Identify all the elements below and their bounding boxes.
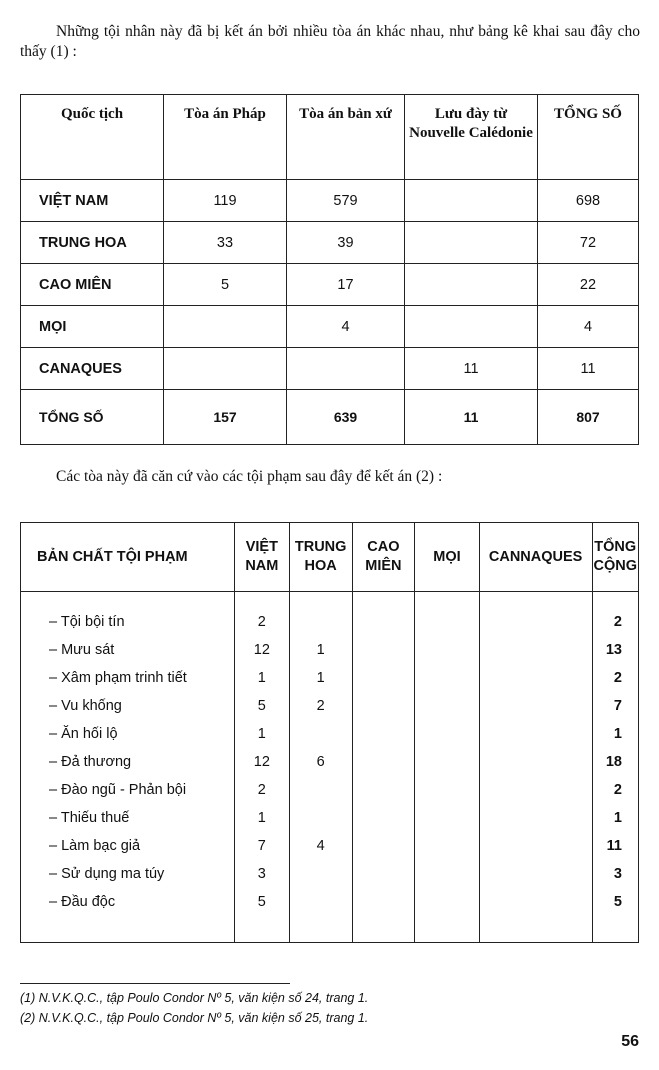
table-cell	[415, 832, 479, 860]
nationality-label: CANAQUES	[21, 348, 164, 390]
table-cell	[352, 692, 415, 720]
spacer-cell	[415, 916, 479, 943]
table-row	[21, 180, 639, 222]
table-cell	[415, 888, 479, 916]
row-total-cell: 3	[592, 860, 639, 888]
table-cell	[289, 804, 352, 832]
spacer-cell	[289, 592, 352, 609]
table-cell	[405, 264, 538, 306]
row-total-cell: 13	[592, 636, 639, 664]
crime-label: – Xâm phạm trinh tiết	[21, 664, 235, 692]
total-cell: 157	[164, 390, 287, 445]
crime-label: – Làm bạc giả	[21, 832, 235, 860]
crime-label: – Ăn hối lộ	[21, 720, 235, 748]
table-cell: 12	[234, 636, 289, 664]
intro2-paragraph: Các tòa này đã căn cứ vào các tội phạm sau đây để kết án (2) :	[56, 468, 443, 485]
spacer-cell	[21, 592, 235, 609]
table-cell: 12	[234, 748, 289, 776]
table-cell: 17	[287, 264, 405, 306]
header-french-court: Tòa án Pháp	[164, 95, 287, 180]
nationality-label: CAO MIÊN	[21, 264, 164, 306]
table-cell	[415, 692, 479, 720]
header-native-court: Tòa án bản xứ	[287, 95, 405, 180]
spacer-cell	[479, 592, 592, 609]
row-total-cell: 18	[592, 748, 639, 776]
table-cell: 4	[287, 306, 405, 348]
table-cell	[479, 832, 592, 860]
table-row	[21, 832, 639, 860]
table-cell: 1	[234, 664, 289, 692]
total-row	[21, 390, 639, 445]
spacer-row	[21, 916, 639, 943]
table-cell	[352, 664, 415, 692]
table-cell	[352, 776, 415, 804]
table-cell	[415, 748, 479, 776]
table-cell: 4	[289, 832, 352, 860]
table-cell	[415, 636, 479, 664]
spacer-cell	[234, 592, 289, 609]
table-cell	[289, 776, 352, 804]
table-cell: 2	[289, 692, 352, 720]
table-cell	[415, 804, 479, 832]
row-total-cell: 5	[592, 888, 639, 916]
table-cell: 3	[234, 860, 289, 888]
table-cell	[405, 180, 538, 222]
table-cell	[479, 748, 592, 776]
intro-paragraph: Những tội nhân này đã bị kết án bởi nhiều tòa án khác nhau, như bảng kê khai sau đây cho thấy (1) :	[20, 23, 640, 60]
header-nationality: Quốc tịch	[21, 95, 164, 180]
header-grand-total	[592, 523, 639, 592]
table-cell: 11	[538, 348, 639, 390]
table-cell	[479, 804, 592, 832]
table-row	[21, 264, 639, 306]
table-row	[21, 776, 639, 804]
table-cell: 2	[234, 776, 289, 804]
header-total: TỔNG SỐ	[538, 95, 639, 180]
total-cell: 807	[538, 390, 639, 445]
table-cell: 698	[538, 180, 639, 222]
spacer-cell	[289, 916, 352, 943]
row-total-cell: 11	[592, 832, 639, 860]
table-cell	[405, 306, 538, 348]
crime-label: – Tội bội tín	[21, 608, 235, 636]
crime-label: – Mưu sát	[21, 636, 235, 664]
spacer-cell	[479, 916, 592, 943]
table-cell	[289, 860, 352, 888]
table-cell: 1	[234, 720, 289, 748]
table-row	[21, 860, 639, 888]
header-china	[289, 523, 352, 592]
table-cell	[479, 636, 592, 664]
table-cell	[352, 860, 415, 888]
table-cell	[352, 608, 415, 636]
row-total-cell: 2	[592, 664, 639, 692]
total-cell: 639	[287, 390, 405, 445]
header-cambodia	[352, 523, 415, 592]
table-cell: 119	[164, 180, 287, 222]
crime-label: – Đào ngũ - Phản bội	[21, 776, 235, 804]
table-cell	[479, 888, 592, 916]
table-cell: 7	[234, 832, 289, 860]
table-cell: 6	[289, 748, 352, 776]
table-cell: 5	[234, 888, 289, 916]
court-table-header	[21, 95, 639, 180]
row-total-cell: 1	[592, 804, 639, 832]
table-cell: 579	[287, 180, 405, 222]
table-row	[21, 608, 639, 636]
table-cell	[415, 860, 479, 888]
table-row	[21, 636, 639, 664]
nationality-label: TRUNG HOA	[21, 222, 164, 264]
table-cell	[405, 222, 538, 264]
table-row	[21, 888, 639, 916]
header-cannaques: CANNAQUES	[479, 523, 592, 592]
header-moi: MỌI	[415, 523, 479, 592]
table-row	[21, 348, 639, 390]
table-cell	[479, 860, 592, 888]
header-new-caledonia: Lưu đày từ Nouvelle Calédonie	[405, 95, 538, 180]
total-label: TỔNG SỐ	[21, 390, 164, 445]
header-grand-total-label: TỔNG CỘNG	[593, 539, 637, 574]
table-cell: 11	[405, 348, 538, 390]
spacer-cell	[592, 916, 639, 943]
nationality-label: MỌI	[21, 306, 164, 348]
header-vietnam-label: VIỆT NAM	[245, 539, 279, 574]
table-row	[21, 748, 639, 776]
spacer-cell	[415, 592, 479, 609]
table-cell	[164, 348, 287, 390]
header-china-label: TRUNG HOA	[294, 539, 347, 574]
court-table	[20, 94, 639, 445]
nationality-label: VIỆT NAM	[21, 180, 164, 222]
table-cell: 1	[289, 636, 352, 664]
table-cell	[289, 608, 352, 636]
table-cell	[479, 608, 592, 636]
table-row	[21, 720, 639, 748]
row-total-cell: 1	[592, 720, 639, 748]
table-cell	[415, 664, 479, 692]
footnote-2: (2) N.V.K.Q.C., tập Poulo Condor Nº 5, văn kiện số 25, trang 1.	[20, 1011, 369, 1025]
table-cell: 4	[538, 306, 639, 348]
spacer-cell	[352, 592, 415, 609]
table-cell: 5	[164, 264, 287, 306]
table-cell: 72	[538, 222, 639, 264]
table-row	[21, 306, 639, 348]
table-cell	[289, 720, 352, 748]
table-cell: 1	[289, 664, 352, 692]
table-cell	[479, 692, 592, 720]
table-cell: 5	[234, 692, 289, 720]
row-total-cell: 2	[592, 608, 639, 636]
table-cell: 33	[164, 222, 287, 264]
crime-label: – Vu khống	[21, 692, 235, 720]
row-total-cell: 7	[592, 692, 639, 720]
crime-label: – Sử dụng ma túy	[21, 860, 235, 888]
crime-label: – Thiếu thuế	[21, 804, 235, 832]
spacer-cell	[352, 916, 415, 943]
table-row	[21, 222, 639, 264]
row-total-cell: 2	[592, 776, 639, 804]
crime-table	[20, 522, 639, 943]
table-cell	[352, 636, 415, 664]
crime-table-header	[21, 523, 639, 592]
footnote-rule	[20, 983, 290, 984]
table-cell	[352, 720, 415, 748]
page-number: 56	[621, 1033, 639, 1050]
table-cell: 2	[234, 608, 289, 636]
table-cell	[289, 888, 352, 916]
footnote-1: (1) N.V.K.Q.C., tập Poulo Condor Nº 5, văn kiện số 24, trang 1.	[20, 991, 369, 1005]
spacer-row	[21, 592, 639, 609]
table-cell	[479, 776, 592, 804]
total-cell: 11	[405, 390, 538, 445]
table-cell	[479, 664, 592, 692]
table-cell	[352, 832, 415, 860]
crime-label: – Đầu độc	[21, 888, 235, 916]
spacer-cell	[21, 916, 235, 943]
table-cell	[287, 348, 405, 390]
table-cell	[352, 888, 415, 916]
spacer-cell	[592, 592, 639, 609]
crime-label: – Đả thương	[21, 748, 235, 776]
table-cell: 22	[538, 264, 639, 306]
table-row	[21, 692, 639, 720]
table-cell	[352, 748, 415, 776]
table-row	[21, 804, 639, 832]
table-cell	[415, 776, 479, 804]
header-crime-type: BẢN CHẤT TỘI PHẠM	[21, 523, 235, 592]
header-cambodia-label: CAO MIÊN	[365, 539, 402, 574]
header-vietnam	[234, 523, 289, 592]
table-cell	[415, 720, 479, 748]
table-cell: 39	[287, 222, 405, 264]
spacer-cell	[234, 916, 289, 943]
table-cell	[352, 804, 415, 832]
table-cell: 1	[234, 804, 289, 832]
table-cell	[164, 306, 287, 348]
table-cell	[415, 608, 479, 636]
table-row	[21, 664, 639, 692]
table-cell	[479, 720, 592, 748]
